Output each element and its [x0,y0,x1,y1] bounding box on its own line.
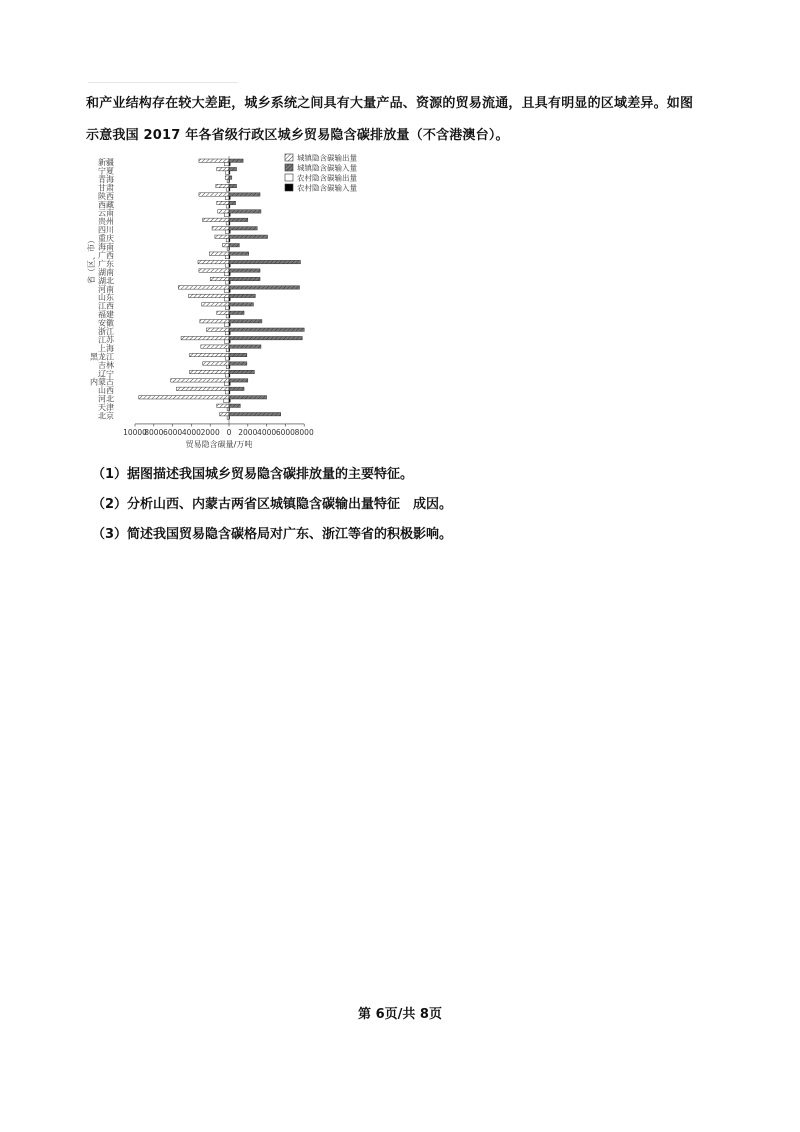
x-tick-label: 8000 [144,427,164,437]
rural-output-bar [223,399,229,402]
rural-output-bar [226,348,229,351]
urban-output-bar [217,404,229,407]
urban-input-bar [229,235,268,238]
urban-output-bar [199,269,229,272]
urban-input-bar [229,353,247,356]
urban-output-bar [171,379,229,382]
urban-output-bar [176,387,229,390]
urban-output-bar [217,167,229,170]
urban-input-bar [229,396,267,399]
urban-output-bar [190,370,229,373]
category-label: 重庆 [98,234,114,244]
urban-input-bar [229,379,248,382]
category-label: 云南 [98,208,114,218]
urban-input-bar [229,252,249,255]
rural-output-bar [224,213,229,216]
rural-output-bar [226,315,229,318]
category-label: 宁夏 [98,166,114,176]
urban-input-bar [229,201,236,204]
urban-output-bar [220,413,229,416]
rural-output-bar [224,323,229,326]
rural-output-bar [224,382,229,385]
rural-output-bar [226,188,229,191]
urban-output-bar [199,159,229,162]
urban-output-bar [203,218,229,221]
rural-output-bar [227,247,229,250]
rural-output-bar [225,230,229,233]
urban-input-bar [229,218,248,221]
rural-output-bar [224,298,229,301]
category-label: 陕西 [98,191,114,201]
urban-output-bar [218,210,229,213]
urban-output-bar [203,362,229,365]
legend-swatch [285,164,293,171]
urban-input-bar [229,184,237,187]
urban-output-bar [181,336,229,339]
urban-input-bar [229,370,254,373]
rural-output-bar [224,272,229,275]
urban-input-bar [229,244,239,247]
category-label: 吉林 [98,360,114,370]
category-label: 青海 [98,174,114,184]
urban-input-bar [229,320,262,323]
category-label: 安徽 [98,318,114,328]
category-label: 山东 [98,293,114,303]
legend-label: 农村隐含碳输出量 [297,173,357,183]
category-label: 西藏 [98,200,114,210]
x-tick-label: 2000 [238,427,258,437]
category-label: 河南 [98,284,114,294]
legend-swatch [285,184,293,191]
urban-output-bar [201,345,229,348]
urban-input-bar [229,362,247,365]
urban-output-bar [190,353,229,356]
category-label: 内蒙古 [90,377,114,387]
category-label: 新疆 [98,158,114,167]
legend-label: 农村隐含碳输入量 [297,183,357,193]
urban-input-bar [229,260,300,263]
x-tick-label: 4000 [181,427,201,437]
urban-input-bar [229,277,260,280]
category-label: 湖南 [98,267,114,277]
passage-line-2: 示意我国 2017 年各省级行政区城乡贸易隐含碳排放量（不含港澳台）。 [86,128,509,143]
category-label: 浙江 [98,327,114,336]
urban-input-bar [229,159,243,162]
urban-input-bar [229,176,232,179]
urban-input-bar [229,345,261,348]
category-label: 辽宁 [98,369,114,379]
rural-output-bar [225,331,229,334]
urban-input-bar [229,294,255,297]
x-tick-label: 6000 [163,427,183,437]
question-3: （3）简述我国贸易隐含碳格局对广东、浙江等省的积极影响。 [92,527,453,542]
urban-output-bar [225,176,229,179]
legend-label: 城镇隐含碳输入量 [297,163,357,173]
category-label: 甘肃 [98,183,114,193]
urban-output-bar [198,260,229,263]
urban-input-bar [229,387,244,390]
x-tick-label: 6000 [275,427,295,437]
urban-output-bar [200,320,229,323]
category-label: 河北 [98,394,114,404]
rural-output-bar [227,179,229,182]
passage-line-1: 和产业结构存在较大差距，城乡系统之间具有大量产品、资源的贸易流通，且具有明显的区域差异。如图 [86,96,694,111]
y-axis-label: 省（区、市） [87,236,96,284]
rural-output-bar [225,357,229,360]
urban-output-bar [202,303,229,306]
rural-output-bar [224,340,229,343]
category-label: 海南 [98,242,114,252]
category-label: 贵州 [98,217,114,227]
category-label: 广西 [98,250,114,260]
urban-input-bar [229,336,302,339]
rural-output-bar [227,416,229,419]
urban-output-bar [217,201,229,204]
header-divider [88,82,238,83]
urban-input-bar [229,303,253,306]
urban-output-bar [217,311,229,314]
rural-output-bar [226,238,229,241]
rural-output-bar [227,407,229,410]
rural-output-bar [226,205,229,208]
urban-input-bar [229,227,257,230]
category-label: 四川 [98,225,114,235]
category-label: 山西 [98,386,114,396]
rural-output-bar [225,196,229,199]
category-label: 天津 [98,403,114,413]
page-footer: 第 6页/共 8页 [358,1007,442,1022]
rural-output-bar [225,171,229,174]
rural-output-bar [225,391,229,394]
category-label: 上海 [98,343,114,353]
urban-output-bar [222,244,229,247]
urban-output-bar [209,252,229,255]
urban-input-bar [229,413,281,416]
x-tick-label: 4000 [257,427,277,437]
urban-input-bar [229,269,260,272]
x-axis-label: 贸易隐含碳量/万吨 [185,439,253,449]
urban-input-bar [229,311,244,314]
x-tick-label: 0 [226,427,232,437]
legend-label: 城镇隐含碳输出量 [297,153,357,163]
urban-output-bar [206,328,229,331]
question-2: （2）分析山西、内蒙古两省区城镇隐含碳输出量特征 成因。 [92,497,453,512]
legend-swatch [285,174,293,181]
rural-output-bar [225,264,229,267]
rural-output-bar [226,222,229,225]
rural-output-bar [225,306,229,309]
urban-output-bar [212,227,229,230]
rural-output-bar [224,162,229,165]
urban-output-bar [178,286,229,289]
category-label: 湖北 [98,276,114,286]
urban-output-bar [215,235,229,238]
urban-input-bar [229,210,261,213]
urban-input-bar [229,328,304,331]
x-tick-label: 10000 [123,427,147,437]
urban-output-bar [210,277,229,280]
urban-input-bar [229,286,300,289]
x-tick-label: 8000 [294,427,314,437]
rural-output-bar [224,289,229,292]
category-label: 福建 [98,310,114,320]
category-label: 北京 [98,411,114,421]
rural-output-bar [225,255,229,258]
carbon-trade-chart [80,148,357,449]
question-1: （1）据图描述我国城乡贸易隐含碳排放量的主要特征。 [92,467,414,482]
rural-output-bar [225,374,229,377]
rural-output-bar [226,365,229,368]
category-label: 江西 [98,301,114,311]
urban-output-bar [216,184,229,187]
category-label: 广东 [98,259,114,269]
urban-output-bar [189,294,229,297]
category-label: 江苏 [98,335,114,345]
x-tick-label: 2000 [200,427,220,437]
urban-input-bar [229,167,237,170]
rural-output-bar [225,281,229,284]
legend-swatch [285,154,293,161]
urban-input-bar [229,404,240,407]
urban-output-bar [139,396,229,399]
category-label: 黑龙江 [90,352,114,362]
urban-input-bar [229,193,260,196]
urban-output-bar [199,193,229,196]
